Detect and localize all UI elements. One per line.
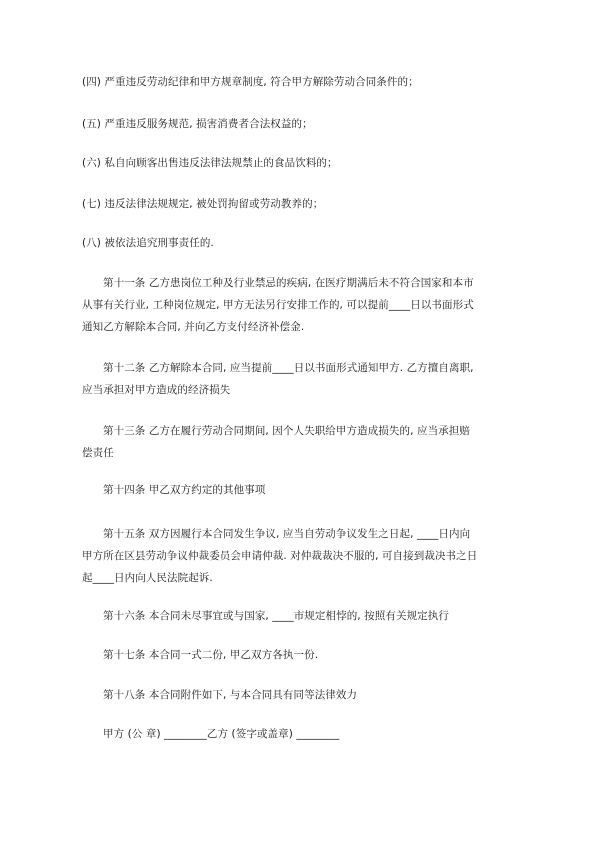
article-15-line-3: 起____日内向人民法院起诉.	[82, 572, 213, 584]
article-13-line-1: 第十三条 乙方在履行劳动合同期间, 因个人失职给甲方造成损失的, 应当承担赔	[103, 425, 470, 437]
article-11-line-3: 通知乙方解除本合同, 并向乙方支付经济补偿金.	[82, 321, 305, 333]
article-14: 第十四条 甲乙双方约定的其他事项	[103, 484, 266, 496]
article-11	[82, 272, 516, 338]
article-15-line-1: 第十五条 双方因履行本合同发生争议, 应当自劳动争议发生之日起, ____日内向	[103, 528, 471, 540]
article-17: 第十七条 本合同一式二份, 甲乙双方各执一份.	[103, 649, 319, 661]
signature-line: 甲方 (公 章) ________乙方 (签字或盖章) ________	[103, 728, 340, 740]
article-15-line-2: 甲方所在区县劳动争议仲裁委员会申请仲裁. 对仲裁裁决不服的, 可自接到裁决书之日	[82, 550, 478, 562]
article-12-line-2: 应当承担对甲方造成的经济损失	[82, 384, 231, 396]
article-18: 第十八条 本合同附件如下, 与本合同具有同等法律效力	[103, 689, 358, 701]
article-13-line-2: 偿责任	[82, 447, 114, 459]
article-16: 第十六条 本合同未尽事宜或与国家, ____市规定相悖的, 按照有关规定执行	[103, 610, 449, 622]
article-11-line-2: 从事有关行业, 工种岗位规定, 甲方无法另行安排工作的, 可以提前____日以书面形式	[82, 299, 474, 311]
clause-item-5: (五) 严重违反服务规范, 损害消费者合法权益的；	[82, 118, 313, 130]
clause-item-6: (六) 私自向顾客出售违反法律法规禁止的食品饮料的；	[82, 157, 338, 169]
article-12	[82, 357, 516, 401]
article-13	[82, 420, 516, 464]
article-12-line-1: 第十二条 乙方解除本合同, 应当提前____日以书面形式通知甲方. 乙方擅自离职,	[103, 362, 474, 374]
article-11-line-1: 第十一条 乙方患岗位工种及行业禁忌的疾病, 在医疗期满后未不符合国家和本市	[103, 277, 474, 289]
clause-item-4: (四) 严重违反劳动纪律和甲方规章制度, 符合甲方解除劳动合同条件的；	[82, 76, 419, 88]
clause-item-7: (七) 违反法律法规规定, 被处罚拘留或劳动教养的；	[82, 198, 324, 210]
article-15	[82, 523, 516, 589]
clause-item-8: (八) 被依法追究刑事责任的.	[82, 237, 214, 249]
